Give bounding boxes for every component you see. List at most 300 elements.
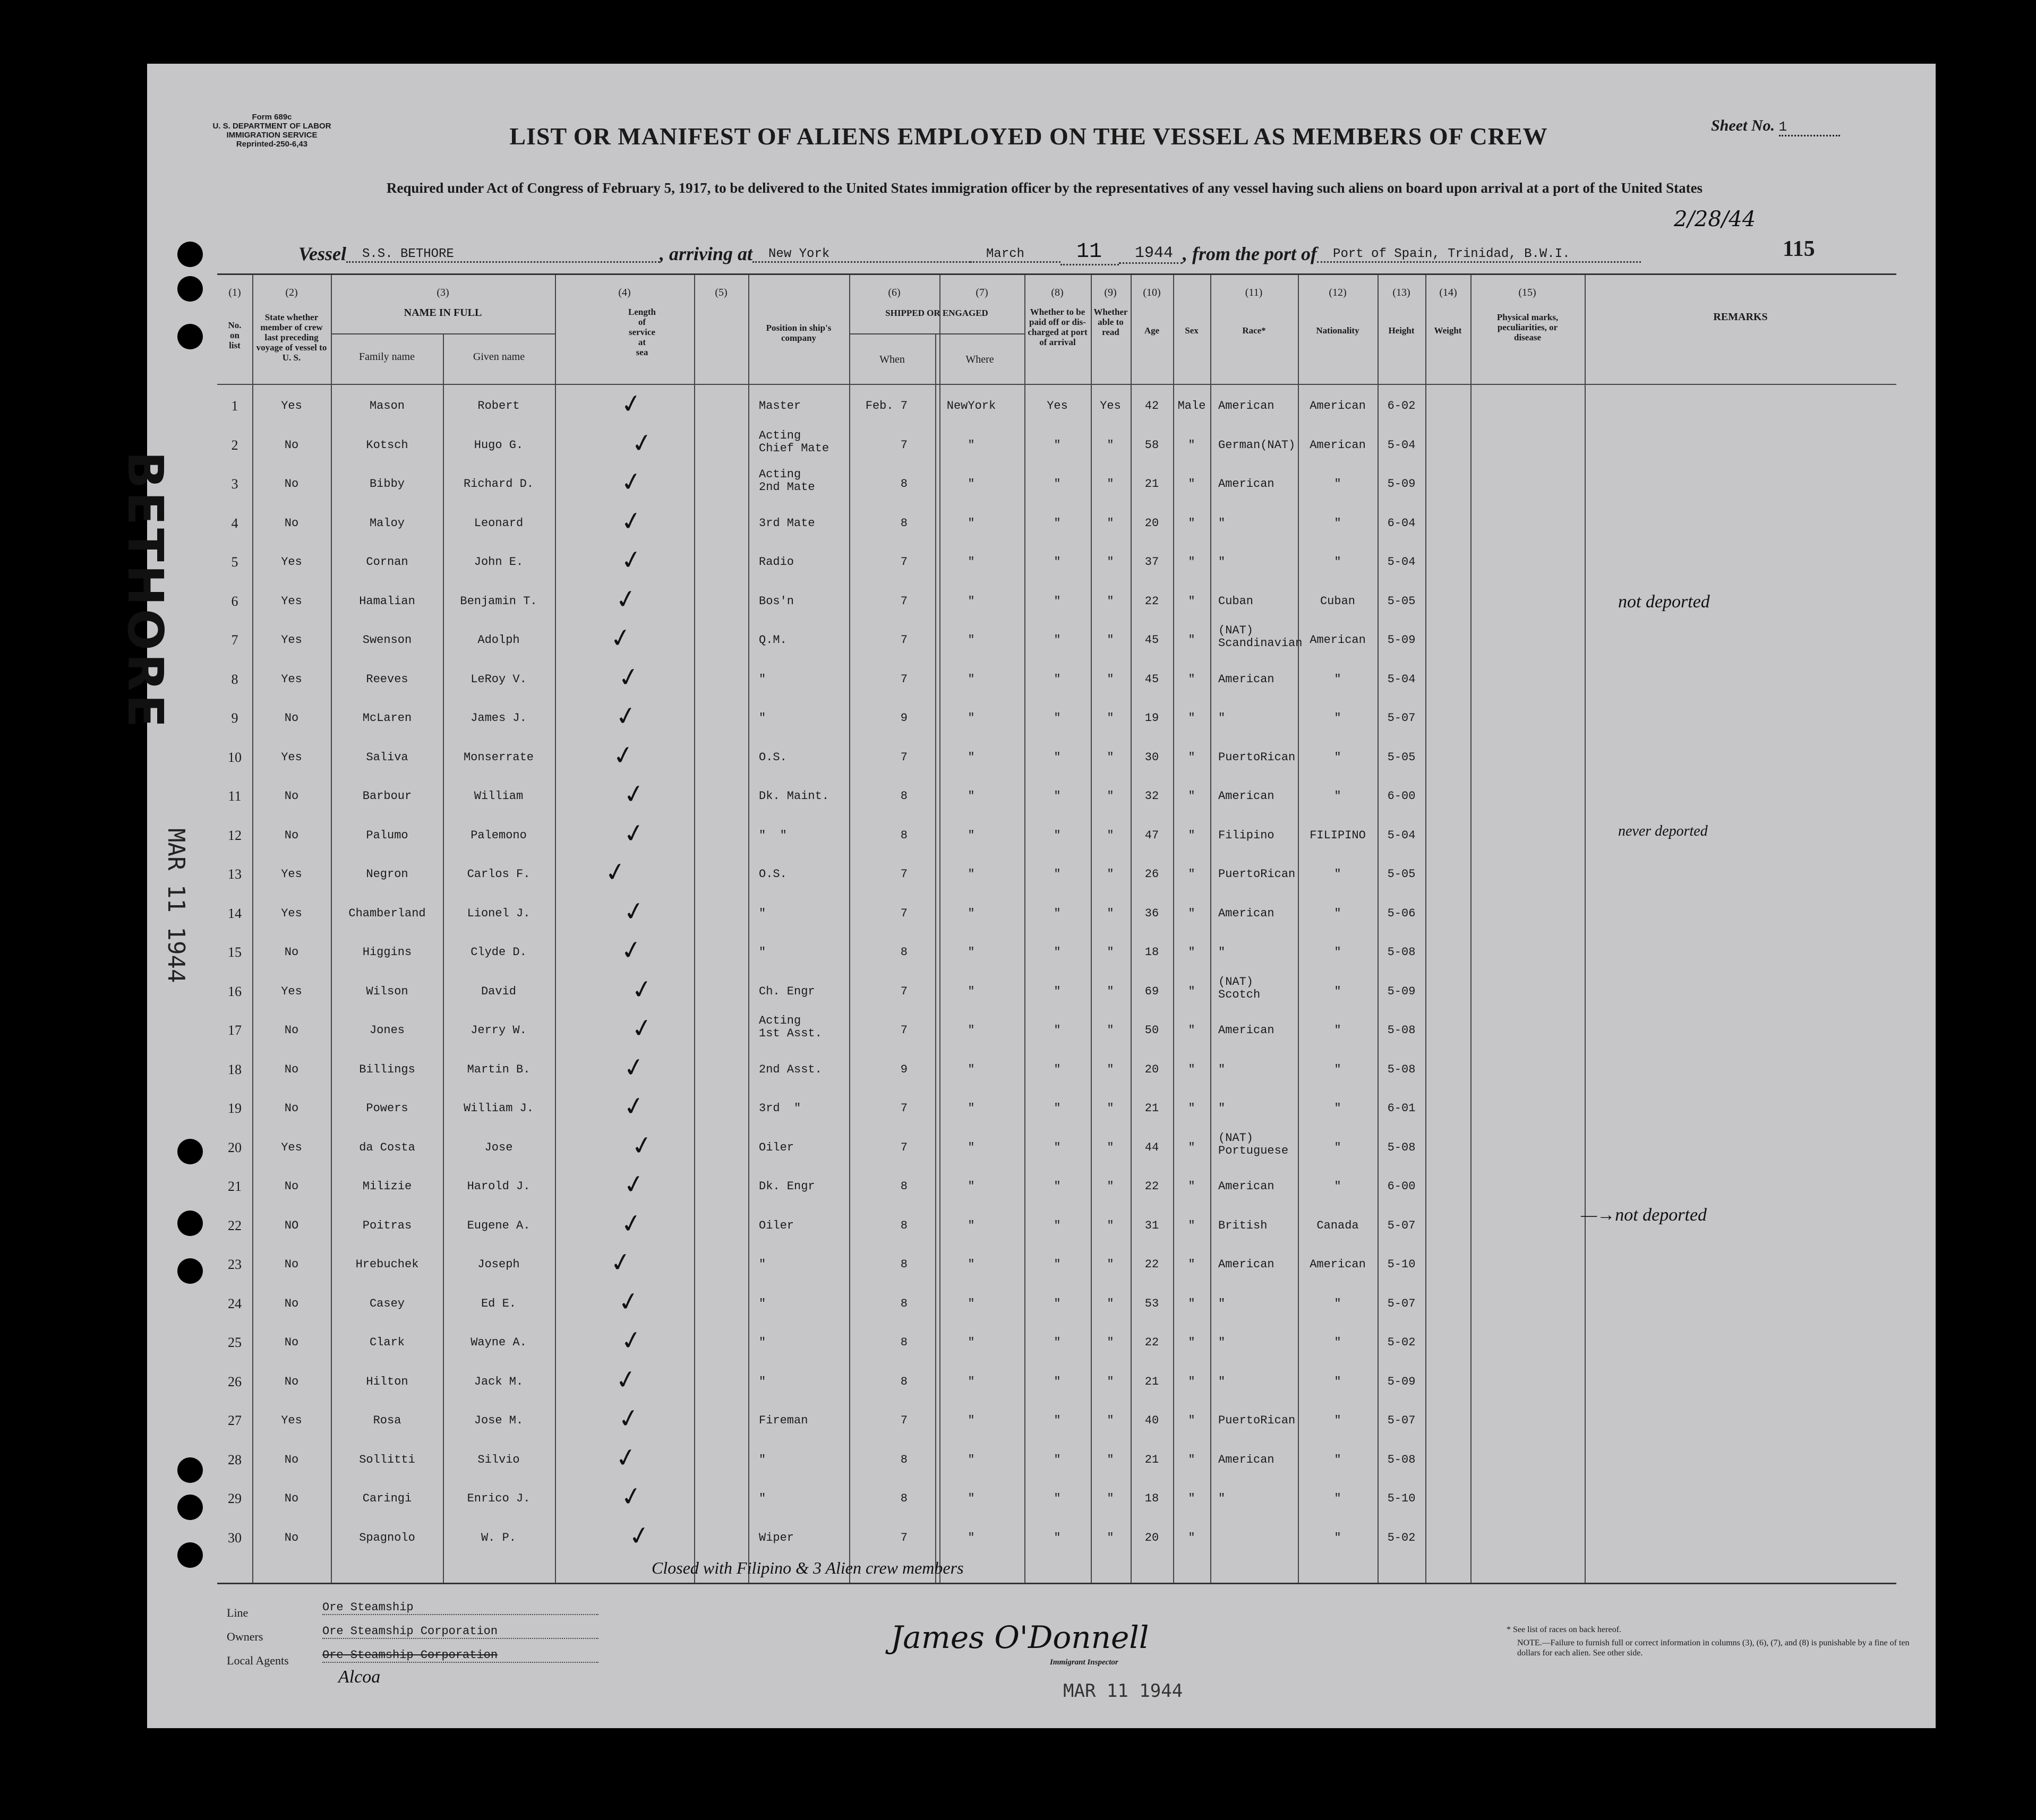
service-checkmark: ✓ <box>613 582 639 616</box>
cell-height: 5-07 <box>1387 1218 1416 1232</box>
cell-family: Powers <box>366 1102 408 1115</box>
cell-family: Clark <box>369 1336 405 1349</box>
cell-where: " <box>968 633 975 647</box>
cell-given: Clyde D. <box>470 946 527 959</box>
column-number: (1) <box>228 287 241 298</box>
cell-no: 1 <box>231 398 238 414</box>
cell-paid: " <box>1054 1453 1061 1466</box>
cell-read: " <box>1107 984 1114 998</box>
cell-no: 28 <box>228 1452 242 1467</box>
cell-position: " <box>759 672 766 686</box>
cell-position: Q.M. <box>759 633 787 647</box>
cell-family: Barbour <box>362 789 412 803</box>
cell-position: 3rd " <box>759 1102 801 1115</box>
cell-when: 8 <box>900 1297 908 1310</box>
cell-family: Sollitti <box>359 1453 415 1466</box>
cell-read: " <box>1107 1140 1114 1154</box>
cell-where: " <box>968 984 975 998</box>
cell-when: 8 <box>900 1336 908 1349</box>
service-checkmark: ✓ <box>629 1011 655 1045</box>
cell-read: " <box>1107 1258 1114 1271</box>
cell-prev: No <box>284 1062 299 1076</box>
cell-age: 40 <box>1144 1414 1159 1427</box>
remark-not-deported: not deported <box>1618 592 1710 612</box>
cell-race: " <box>1218 1297 1226 1310</box>
cell-given: Martin B. <box>467 1062 531 1076</box>
cell-nat: " <box>1334 750 1341 764</box>
cell-position: " <box>759 1336 766 1349</box>
service-checkmark: ✓ <box>621 1167 647 1201</box>
service-checkmark: ✓ <box>602 855 629 889</box>
cell-sex: " <box>1188 1453 1195 1466</box>
cell-prev: No <box>284 1297 299 1310</box>
cell-family: Mason <box>369 399 405 413</box>
cell-height: 5-08 <box>1387 946 1416 959</box>
cell-position: Wiper <box>759 1531 794 1544</box>
cell-family: Swenson <box>362 633 412 647</box>
cell-race: " <box>1218 711 1226 725</box>
service-checkmark: ✓ <box>618 465 645 499</box>
cell-prev: Yes <box>281 399 302 413</box>
cell-nat: " <box>1334 516 1341 530</box>
cell-nat: " <box>1334 1102 1341 1115</box>
cell-position: Radio <box>759 555 794 569</box>
cell-read: " <box>1107 1218 1114 1232</box>
cell-where: " <box>968 1218 975 1232</box>
cell-family: Milizie <box>362 1180 412 1193</box>
cell-paid: " <box>1054 438 1061 452</box>
cell-sex: " <box>1188 1102 1195 1115</box>
cell-no: 10 <box>228 749 242 765</box>
agents-handwritten: Alcoa <box>338 1667 381 1687</box>
cell-where: " <box>968 672 975 686</box>
cell-sex: Male <box>1177 399 1206 413</box>
header-given-name: Given name <box>473 351 525 363</box>
cell-age: 37 <box>1144 555 1159 569</box>
cell-sex: " <box>1188 1531 1195 1544</box>
header-weight: Weight <box>1434 325 1462 336</box>
cell-age: 21 <box>1144 477 1159 491</box>
cell-given: Benjamin T. <box>460 594 537 608</box>
cell-read: " <box>1107 594 1114 608</box>
cell-when: 7 <box>900 984 908 998</box>
header-race: Race* <box>1242 325 1266 336</box>
cell-given: Ed E. <box>481 1297 516 1310</box>
cell-nat: " <box>1334 477 1341 491</box>
page-number: 115 <box>1783 237 1815 261</box>
cell-position: " <box>759 946 766 959</box>
cell-age: 21 <box>1144 1453 1159 1466</box>
cell-sex: " <box>1188 477 1195 491</box>
cell-paid: " <box>1054 1024 1061 1037</box>
cell-when: 7 <box>900 750 908 764</box>
cell-sex: " <box>1188 633 1195 647</box>
cell-family: Billings <box>359 1062 415 1076</box>
header-physical: Physical marks, peculiarities, or disease <box>1496 312 1559 342</box>
cell-paid: " <box>1054 1297 1061 1310</box>
cell-family: Kotsch <box>366 438 408 452</box>
cell-no: 18 <box>228 1061 242 1077</box>
cell-height: 5-05 <box>1387 750 1416 764</box>
cell-where: " <box>968 868 975 881</box>
cell-height: 5-10 <box>1387 1492 1416 1505</box>
cell-paid: " <box>1054 477 1061 491</box>
cell-position: " <box>759 1492 766 1505</box>
cell-prev: No <box>284 516 299 530</box>
cell-read: " <box>1107 1024 1114 1037</box>
cell-paid: " <box>1054 1140 1061 1154</box>
cell-no: 8 <box>231 671 238 687</box>
column-number: (9) <box>1104 287 1117 298</box>
cell-read: " <box>1107 828 1114 842</box>
cell-prev: No <box>284 1531 299 1544</box>
cell-paid: " <box>1054 1414 1061 1427</box>
service-checkmark: ✓ <box>610 739 637 772</box>
arrival-day: 11 <box>1060 240 1119 265</box>
cell-race: British <box>1218 1218 1268 1232</box>
cell-when: 7 <box>900 1140 908 1154</box>
cell-race: " <box>1218 1375 1226 1388</box>
cell-given: Hugo G. <box>474 438 524 452</box>
manifest-page <box>117 64 1936 1728</box>
column-rule <box>694 275 695 1583</box>
form-number: Form 689c U. S. DEPARTMENT OF LABOR IMMIGRATION SERVICE Reprinted-250-6,43 <box>212 113 331 149</box>
cell-family: Spagnolo <box>359 1531 415 1544</box>
cell-when: 8 <box>900 828 908 842</box>
cell-read: " <box>1107 633 1114 647</box>
cell-height: 5-04 <box>1387 672 1416 686</box>
cell-when: 8 <box>900 477 908 491</box>
cell-position: Acting 1st Asst. <box>759 1014 822 1040</box>
cell-family: Saliva <box>366 750 408 764</box>
cell-where: " <box>968 1453 975 1466</box>
cell-age: 22 <box>1144 1258 1159 1271</box>
cell-no: 26 <box>228 1373 242 1389</box>
column-number: (12) <box>1329 287 1347 298</box>
cell-where: " <box>968 1336 975 1349</box>
cell-nat: American <box>1310 399 1366 413</box>
cell-sex: " <box>1188 1024 1195 1037</box>
header-age: Age <box>1144 325 1160 336</box>
cell-when: 8 <box>900 1258 908 1271</box>
header-height: Height <box>1388 325 1415 336</box>
cell-height: 5-05 <box>1387 594 1416 608</box>
cell-prev: Yes <box>281 868 302 881</box>
cell-no: 30 <box>228 1530 242 1546</box>
cell-family: Maloy <box>369 516 405 530</box>
arrival-port: New York <box>752 247 970 263</box>
cell-sex: " <box>1188 789 1195 803</box>
cell-prev: No <box>284 1453 299 1466</box>
vessel-name: S.S. BETHORE <box>346 247 660 263</box>
cell-height: 5-09 <box>1387 633 1416 647</box>
cell-no: 15 <box>228 945 242 960</box>
cell-race: " <box>1218 516 1226 530</box>
cell-age: 22 <box>1144 1336 1159 1349</box>
service-checkmark: ✓ <box>618 543 645 577</box>
service-checkmark: ✓ <box>621 1089 647 1123</box>
service-checkmark: ✓ <box>629 973 655 1006</box>
cell-height: 5-07 <box>1387 1414 1416 1427</box>
cell-race: " <box>1218 1492 1226 1505</box>
cell-given: LeRoy V. <box>470 672 527 686</box>
cell-no: 29 <box>228 1491 242 1506</box>
cell-family: Caringi <box>362 1492 412 1505</box>
cell-paid: " <box>1054 1218 1061 1232</box>
vessel-stamp: BETHORE <box>117 451 174 731</box>
service-checkmark: ✓ <box>621 777 647 811</box>
cell-prev: No <box>284 946 299 959</box>
service-checkmark: ✓ <box>629 426 655 460</box>
header-shipped: SHIPPED OR ENGAGED <box>885 308 988 318</box>
cell-height: 5-09 <box>1387 984 1416 998</box>
header-when: When <box>879 354 905 365</box>
cell-position: " <box>759 906 766 920</box>
service-checkmark: ✓ <box>618 504 645 538</box>
service-checkmark: ✓ <box>629 1129 655 1162</box>
cell-nat: American <box>1310 1258 1366 1271</box>
binder-hole <box>177 276 203 302</box>
cell-nat: " <box>1334 1297 1341 1310</box>
cell-where: " <box>968 789 975 803</box>
cell-prev: No <box>284 1375 299 1388</box>
cell-where: " <box>968 711 975 725</box>
cell-no: 24 <box>228 1295 242 1311</box>
cell-family: Hamalian <box>359 594 415 608</box>
cell-nat: " <box>1334 1375 1341 1388</box>
service-checkmark: ✓ <box>618 933 645 967</box>
cell-when: 9 <box>900 711 908 725</box>
cell-height: 5-08 <box>1387 1024 1416 1037</box>
cell-position: O.S. <box>759 868 787 881</box>
cell-no: 5 <box>231 554 238 570</box>
cell-where: " <box>968 1062 975 1076</box>
cell-when: 7 <box>900 868 908 881</box>
cell-height: 5-08 <box>1387 1140 1416 1154</box>
service-checkmark: ✓ <box>608 1246 634 1280</box>
header-no-on-list: No. on list <box>228 320 242 350</box>
cell-when: 8 <box>900 1492 908 1505</box>
cell-when: 7 <box>900 1102 908 1115</box>
service-checkmark: ✓ <box>621 895 647 928</box>
cell-nat: " <box>1334 906 1341 920</box>
cell-prev: No <box>284 789 299 803</box>
cell-sex: " <box>1188 594 1195 608</box>
owners-value: Ore Steamship Corporation <box>322 1625 598 1639</box>
cell-read: " <box>1107 438 1114 452</box>
cell-family: Higgins <box>362 946 412 959</box>
cell-no: 9 <box>231 710 238 726</box>
cell-given: William <box>474 789 524 803</box>
cell-when: 7 <box>900 1414 908 1427</box>
cell-position: " <box>759 1258 766 1271</box>
header-length-service: Length of service at sea <box>628 307 656 357</box>
cell-given: Harold J. <box>467 1180 531 1193</box>
cell-where: " <box>968 477 975 491</box>
cell-age: 31 <box>1144 1218 1159 1232</box>
cell-sex: " <box>1188 1062 1195 1076</box>
inspector-label: Immigrant Inspector <box>1050 1658 1118 1667</box>
cell-height: 5-07 <box>1387 1297 1416 1310</box>
agents-label: Local Agents <box>227 1654 289 1667</box>
cell-given: William J. <box>463 1102 534 1115</box>
cell-sex: " <box>1188 1140 1195 1154</box>
cell-paid: " <box>1054 1375 1061 1388</box>
cell-given: James J. <box>470 711 527 725</box>
cell-no: 25 <box>228 1335 242 1350</box>
cell-where: " <box>968 594 975 608</box>
cell-prev: No <box>284 477 299 491</box>
subheader-rule <box>849 333 1024 334</box>
cell-age: 21 <box>1144 1102 1159 1115</box>
cell-paid: " <box>1054 789 1061 803</box>
cell-position: Acting Chief Mate <box>759 428 829 455</box>
cell-position: Ch. Engr <box>759 984 815 998</box>
cell-age: 20 <box>1144 1531 1159 1544</box>
cell-age: 30 <box>1144 750 1159 764</box>
cell-height: 5-08 <box>1387 1453 1416 1466</box>
cell-height: 5-02 <box>1387 1531 1416 1544</box>
cell-position: " " <box>759 828 787 842</box>
cell-nat: " <box>1334 672 1341 686</box>
cell-sex: " <box>1188 711 1195 725</box>
cell-given: Silvio <box>477 1453 520 1466</box>
cell-family: Wilson <box>366 984 408 998</box>
cell-read: " <box>1107 1492 1114 1505</box>
cell-position: Dk. Maint. <box>759 789 829 803</box>
cell-given: John E. <box>474 555 524 569</box>
vessel-line: Vessel S.S. BETHORE , arriving at New York March 11 1944 , from the port of Port of Spain, Trinidad, B.W.I. <box>298 240 1641 265</box>
cell-race: Cuban <box>1218 594 1254 608</box>
cell-read: " <box>1107 789 1114 803</box>
cell-prev: Yes <box>281 633 302 647</box>
cell-when: 7 <box>900 672 908 686</box>
cell-race: American <box>1218 1180 1274 1193</box>
cell-nat: " <box>1334 1531 1341 1544</box>
cell-age: 19 <box>1144 711 1159 725</box>
cell-position: Fireman <box>759 1414 808 1427</box>
cell-read: " <box>1107 516 1114 530</box>
cell-race: (NAT) Scandinavian <box>1218 624 1303 650</box>
cell-when: 7 <box>900 438 908 452</box>
cell-given: Carlos F. <box>467 868 531 881</box>
cell-paid: " <box>1054 1180 1061 1193</box>
cell-race: American <box>1218 1258 1274 1271</box>
cell-prev: Yes <box>281 1414 302 1427</box>
cell-nat: " <box>1334 868 1341 881</box>
cell-read: Yes <box>1100 399 1121 413</box>
cell-race: German(NAT) <box>1218 438 1296 452</box>
cell-nat: American <box>1310 438 1366 452</box>
cell-sex: " <box>1188 828 1195 842</box>
cell-age: 32 <box>1144 789 1159 803</box>
cell-height: 6-00 <box>1387 1180 1416 1193</box>
cell-nat: " <box>1334 1492 1341 1505</box>
cell-where: " <box>968 750 975 764</box>
binder-hole <box>177 324 203 349</box>
service-checkmark: ✓ <box>618 1324 645 1358</box>
cell-paid: " <box>1054 1062 1061 1076</box>
service-checkmark: ✓ <box>618 1207 645 1240</box>
cell-no: 19 <box>228 1101 242 1116</box>
cell-when: 8 <box>900 1453 908 1466</box>
cell-family: Chamberland <box>348 906 426 920</box>
cell-where: " <box>968 906 975 920</box>
cell-age: 50 <box>1144 1024 1159 1037</box>
remark-not-deported-2: —→not deported <box>1581 1205 1707 1225</box>
cell-sex: " <box>1188 1258 1195 1271</box>
cell-prev: Yes <box>281 906 302 920</box>
cell-prev: No <box>284 1492 299 1505</box>
cell-nat: " <box>1334 711 1341 725</box>
cell-read: " <box>1107 946 1114 959</box>
cell-sex: " <box>1188 750 1195 764</box>
column-number: (14) <box>1439 287 1457 298</box>
cell-race: " <box>1218 1062 1226 1076</box>
cell-no: 21 <box>228 1179 242 1194</box>
cell-height: 5-08 <box>1387 1062 1416 1076</box>
handwritten-date: 2/28/44 <box>1674 207 1756 231</box>
cell-position: " <box>759 1453 766 1466</box>
cell-position: " <box>759 711 766 725</box>
column-number: (7) <box>976 287 988 298</box>
inspector-date-stamp: MAR 11 1944 <box>1063 1680 1183 1702</box>
cell-family: Cornan <box>366 555 408 569</box>
cell-nat: " <box>1334 1180 1341 1193</box>
column-rule <box>748 275 749 1583</box>
cell-prev: Yes <box>281 555 302 569</box>
cell-age: 21 <box>1144 1375 1159 1388</box>
cell-where: " <box>968 516 975 530</box>
cell-given: Palemono <box>470 828 527 842</box>
cell-race: American <box>1218 672 1274 686</box>
cell-race: " <box>1218 946 1226 959</box>
cell-no: 3 <box>231 476 238 492</box>
cell-race: PuertoRican <box>1218 868 1296 881</box>
cell-prev: Yes <box>281 594 302 608</box>
cell-no: 11 <box>228 788 242 804</box>
cell-race: Filipino <box>1218 828 1274 842</box>
cell-age: 36 <box>1144 906 1159 920</box>
races-note: * See list of races on back hereof. <box>1507 1625 1621 1634</box>
cell-paid: " <box>1054 672 1061 686</box>
cell-read: " <box>1107 1102 1114 1115</box>
remark-never-deported: never deported <box>1618 823 1708 839</box>
cell-paid: Yes <box>1047 399 1068 413</box>
cell-position: Acting 2nd Mate <box>759 468 815 494</box>
cell-age: 26 <box>1144 868 1159 881</box>
cell-paid: " <box>1054 828 1061 842</box>
cell-age: 20 <box>1144 516 1159 530</box>
column-rule <box>1470 275 1472 1583</box>
cell-read: " <box>1107 1414 1114 1427</box>
cell-height: 5-04 <box>1387 828 1416 842</box>
header-nationality: Nationality <box>1316 325 1359 336</box>
cell-age: 69 <box>1144 984 1159 998</box>
cell-height: 6-02 <box>1387 399 1416 413</box>
cell-read: " <box>1107 711 1114 725</box>
cell-when: 8 <box>900 1180 908 1193</box>
cell-age: 45 <box>1144 672 1159 686</box>
column-number: (6) <box>888 287 901 298</box>
cell-where: NewYork <box>946 399 996 413</box>
cell-family: Casey <box>369 1297 405 1310</box>
cell-nat: Canada <box>1316 1218 1359 1232</box>
cell-when: 7 <box>900 555 908 569</box>
column-number: (15) <box>1518 287 1536 298</box>
cell-height: 5-04 <box>1387 438 1416 452</box>
cell-paid: " <box>1054 946 1061 959</box>
